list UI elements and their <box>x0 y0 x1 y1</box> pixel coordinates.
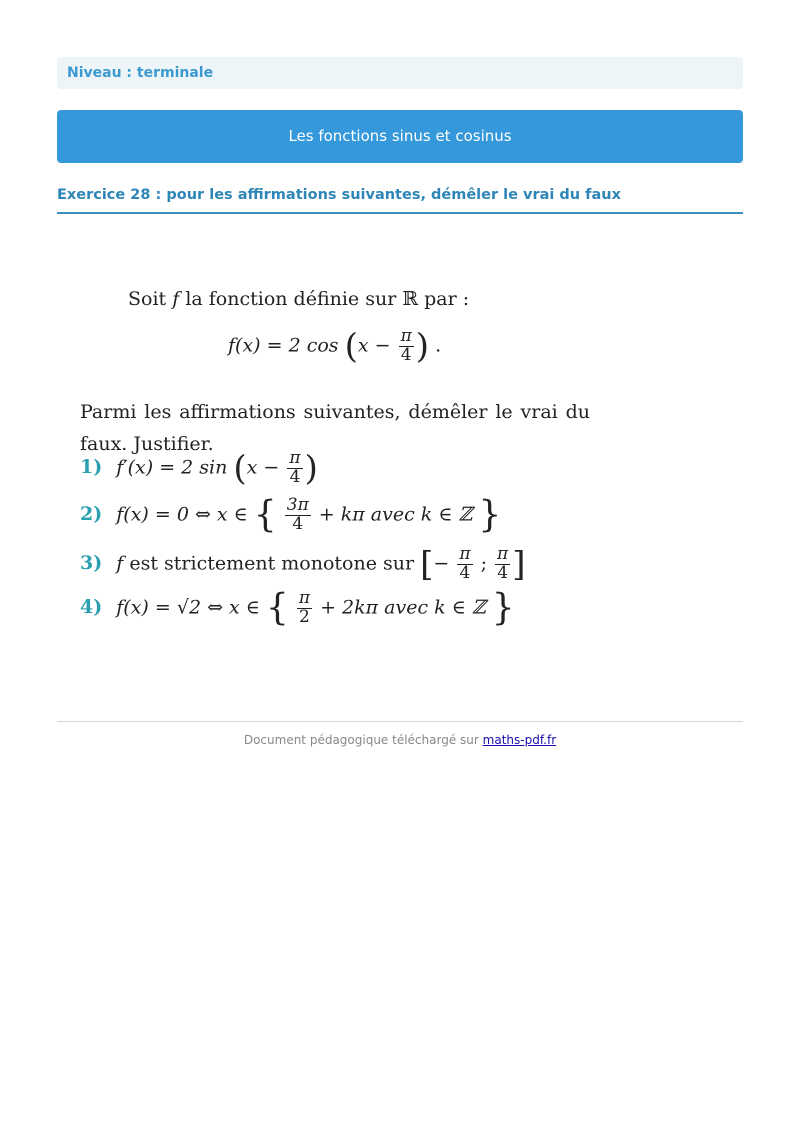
fraction-denominator: 4 <box>289 466 301 487</box>
footer <box>57 733 743 747</box>
pi-over-four-fraction <box>399 328 414 365</box>
exercise-heading <box>57 184 743 214</box>
footer-text: Document pédagogique téléchargé sur <box>243 733 479 747</box>
chapter-title: Les fonctions sinus et cosinus <box>288 127 512 145</box>
fraction-denominator: 4 <box>292 513 304 534</box>
chapter-title-banner <box>57 110 743 163</box>
pi-over-four-fraction <box>457 546 472 583</box>
definition-lhs: f(x) = 2 cos <box>228 334 339 357</box>
fraction-numerator: π <box>497 544 509 564</box>
item-rest: + kπ avec k ∈ ℤ <box>318 503 473 526</box>
fraction-denominator: 4 <box>400 344 412 365</box>
open-paren-glyph: ( <box>344 326 358 367</box>
item-number: 2) <box>80 503 103 526</box>
intro-rest: la fonction définie sur ℝ par : <box>185 288 470 310</box>
fraction-numerator: π <box>459 544 471 564</box>
fraction-numerator: 3π <box>286 495 309 515</box>
close-paren-glyph: ) <box>415 326 430 367</box>
footer-divider <box>57 721 743 722</box>
open-paren-glyph: ( <box>233 448 247 489</box>
definition-dot: . <box>435 334 442 357</box>
item-lhs: f(x) = √2 ⇔ x ∈ <box>116 596 260 619</box>
function-definition <box>228 328 441 365</box>
affirmation-item-3 <box>80 546 525 583</box>
item-x-minus: x − <box>246 456 280 479</box>
pi-over-four-fraction <box>495 546 510 583</box>
close-paren-glyph: ) <box>304 448 318 489</box>
pi-over-two-fraction <box>297 590 312 627</box>
exercise-heading-text: Exercice 28 : pour les affirmations suivantes, démêler le vrai du faux <box>57 187 621 203</box>
fraction-numerator: π <box>298 588 311 608</box>
item-f: f <box>116 552 124 575</box>
level-label: Niveau : terminale <box>67 65 214 81</box>
exercise-instructions: Parmi les affirmations suivantes, démêler le vrai du faux. Justifier. <box>80 401 590 455</box>
item-number: 1) <box>80 456 103 479</box>
pi-over-four-fraction <box>287 450 302 487</box>
intro-soit: Soit <box>128 288 167 310</box>
item-text: est strictement monotone sur <box>129 552 415 575</box>
item-lhs: f′(x) = 2 sin <box>116 456 228 479</box>
footer-link[interactable]: maths-pdf.fr <box>482 733 557 747</box>
item-rest: + 2kπ avec k ∈ ℤ <box>320 596 486 619</box>
three-pi-over-four-fraction <box>285 497 311 534</box>
fraction-denominator: 4 <box>459 562 471 583</box>
fraction-denominator: 2 <box>299 606 310 627</box>
fraction-numerator: π <box>400 326 412 346</box>
close-brace-glyph: } <box>478 494 502 536</box>
fraction-numerator: π <box>289 448 301 468</box>
open-brace-glyph: { <box>253 494 277 536</box>
fraction-denominator: 4 <box>497 562 509 583</box>
item-separator: ; <box>480 552 487 575</box>
close-bracket-glyph: ] <box>512 544 526 585</box>
affirmation-item-4 <box>80 587 515 629</box>
definition-x-minus: x − <box>357 334 391 357</box>
affirmation-item-2 <box>80 494 502 536</box>
close-brace-glyph: } <box>491 587 515 629</box>
open-bracket-glyph: [ <box>420 544 434 585</box>
item-minus: − <box>433 552 450 575</box>
exercise-intro <box>128 288 469 310</box>
item-lhs: f(x) = 0 ⇔ x ∈ <box>116 503 248 526</box>
open-brace-glyph: { <box>265 587 289 629</box>
level-badge <box>57 57 743 89</box>
affirmation-item-1 <box>80 450 318 487</box>
item-number: 4) <box>80 596 103 619</box>
item-number: 3) <box>80 552 103 575</box>
intro-f: f <box>172 288 180 310</box>
